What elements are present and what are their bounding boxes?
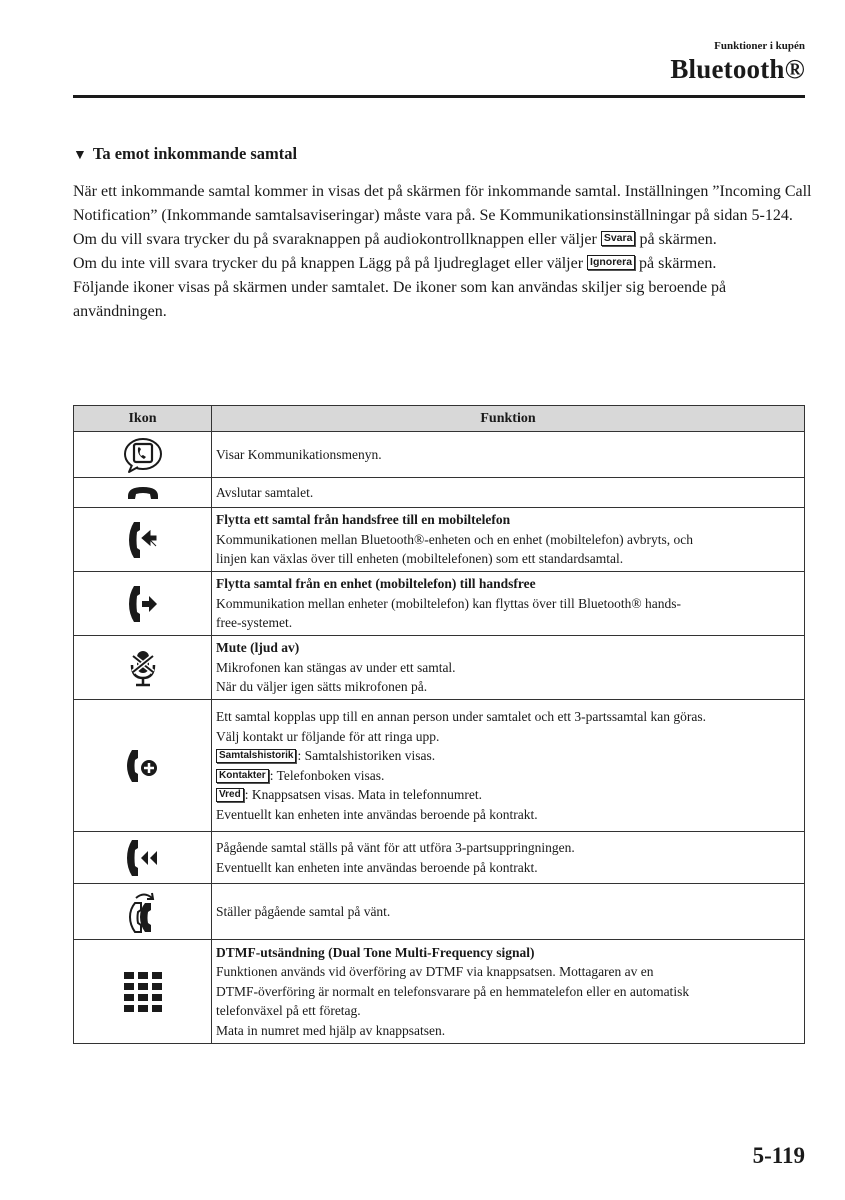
icon-cell (74, 432, 212, 478)
function-title: DTMF-utsändning (Dual Tone Multi-Frequency signal) (216, 944, 535, 960)
function-text: Avslutar samtalet. (216, 484, 314, 500)
communication-menu-icon (122, 436, 164, 474)
table-row (74, 832, 805, 884)
samtalshistorik-button: Samtalshistorik (216, 749, 296, 763)
intro-p2-start: Om du vill svara trycker du på svaraknappen på audiokontrollknappen eller väljer (73, 231, 601, 248)
icon-cell (74, 508, 212, 572)
chapter-title: Bluetooth® (670, 54, 805, 84)
function-text: Välj kontakt ur följande för att ringa upp. (216, 728, 440, 744)
svara-button: Svara (601, 231, 636, 246)
function-cell (212, 832, 805, 884)
intro-p2-end: på skärmen. (635, 231, 717, 248)
function-text: Ett samtal kopplas upp till en annan person under samtalet och ett 3-partssamtal kan göras. (216, 709, 706, 724)
function-cell (212, 700, 805, 832)
hold-for-three-way-icon (126, 838, 160, 878)
triangle-marker-icon: ▼ (73, 148, 87, 163)
option-line (216, 785, 800, 805)
option-line (216, 746, 800, 766)
column-header-function: Funktion (212, 406, 805, 432)
keypad-icon (122, 970, 164, 1014)
function-cell (212, 636, 805, 700)
intro-text (73, 180, 813, 324)
function-cell (212, 940, 805, 1044)
function-text: free-systemet. (216, 615, 293, 631)
table-row (74, 478, 805, 508)
option-text: : Telefonboken visas. (269, 767, 385, 783)
table-row (74, 432, 805, 478)
function-cell (212, 432, 805, 478)
function-text: Ställer pågående samtal på vänt. (216, 903, 391, 919)
intro-paragraph-2 (73, 228, 813, 252)
vred-button: Vred (216, 788, 244, 802)
kontakter-button: Kontakter (216, 769, 269, 783)
function-text: linjen kan växlas över till enheten (mobiltelefonen) som ett standardsamtal. (216, 551, 624, 567)
intro-paragraph-3 (73, 252, 813, 276)
table-row (74, 636, 805, 700)
table-row (74, 572, 805, 636)
function-text: Kommunikation mellan enheter (mobiltelefon) kan flyttas över till Bluetooth® hands- (216, 595, 682, 611)
option-text: : Samtalshistoriken visas. (297, 748, 436, 763)
intro-p3-start: Om du inte vill svara trycker du på knappen Lägg på på ljudreglaget eller väljer (73, 255, 588, 272)
function-text: Kommunikationen mellan Bluetooth®-enheten och en enhet (mobiltelefon) avbryts, och (216, 531, 694, 547)
section-label: Funktioner i kupén (714, 40, 805, 52)
transfer-to-handsfree-icon (128, 584, 158, 624)
function-text: telefonväxel på ett företag. (216, 1003, 361, 1019)
function-cell (212, 884, 805, 940)
icon-cell (74, 572, 212, 636)
function-text: Visar Kommunikationsmenyn. (216, 446, 382, 462)
function-text: Pågående samtal ställs på vänt för att utföra 3-partsuppringningen. (216, 840, 575, 855)
function-title: Mute (ljud av) (216, 640, 300, 656)
transfer-to-phone-icon (128, 520, 158, 560)
intro-p3-end: på skärmen. (635, 255, 717, 272)
table-row (74, 700, 805, 832)
column-header-icon: Ikon (74, 406, 212, 432)
function-text: Mata in numret med hjälp av knappsatsen. (216, 1022, 446, 1038)
ignorera-button: Ignorera (587, 255, 635, 270)
table-row (74, 940, 805, 1044)
icon-cell (74, 940, 212, 1044)
function-text: Mikrofonen kan stängas av under ett samtal. (216, 659, 456, 675)
icon-cell (74, 700, 212, 832)
function-text: Funktionen används vid överföring av DTMF via knappsatsen. Mottagaren av en (216, 964, 654, 980)
mute-microphone-icon (128, 648, 158, 688)
function-cell (212, 478, 805, 508)
hold-call-icon (126, 890, 160, 934)
intro-paragraph-1: När ett inkommande samtal kommer in visas det på skärmen för inkommande samtal. Inställningen ”Incoming Call Notification” (Inkommande samtalsaviseringar) måste vara på. Se Kommunikationsinställningar på sidan 5-124. (73, 183, 812, 224)
table-row (74, 884, 805, 940)
function-title: Flytta ett samtal från handsfree till en mobiltelefon (216, 512, 511, 528)
function-text: Eventuellt kan enheten inte användas beroende på kontrakt. (216, 859, 538, 875)
subheading (73, 144, 297, 164)
table-row (74, 508, 805, 572)
add-call-icon (126, 746, 160, 786)
intro-paragraph-4: Följande ikoner visas på skärmen under samtalet. De ikoner som kan användas skiljer sig beroende på användningen. (73, 279, 727, 320)
end-call-icon (126, 484, 160, 502)
function-title: Flytta samtal från en enhet (mobiltelefon) till handsfree (216, 576, 536, 592)
function-text: När du väljer igen sätts mikrofonen på. (216, 679, 428, 695)
function-text: Eventuellt kan enheten inte användas beroende på kontrakt. (216, 806, 538, 822)
header-rule (73, 95, 805, 98)
icon-cell (74, 884, 212, 940)
icon-cell (74, 832, 212, 884)
option-line (216, 766, 800, 786)
icon-cell (74, 636, 212, 700)
table-header-row (74, 406, 805, 432)
page-number: 5-119 (752, 1143, 805, 1168)
function-cell (212, 572, 805, 636)
icon-table (73, 405, 805, 1044)
option-text: : Knappsatsen visas. Mata in telefonnumret. (244, 787, 483, 802)
function-cell (212, 508, 805, 572)
subheading-text: Ta emot inkommande samtal (92, 144, 298, 163)
icon-cell (74, 478, 212, 508)
function-text: DTMF-överföring är normalt en telefonsvarare på en hemmatelefon eller en automatisk (216, 983, 690, 999)
